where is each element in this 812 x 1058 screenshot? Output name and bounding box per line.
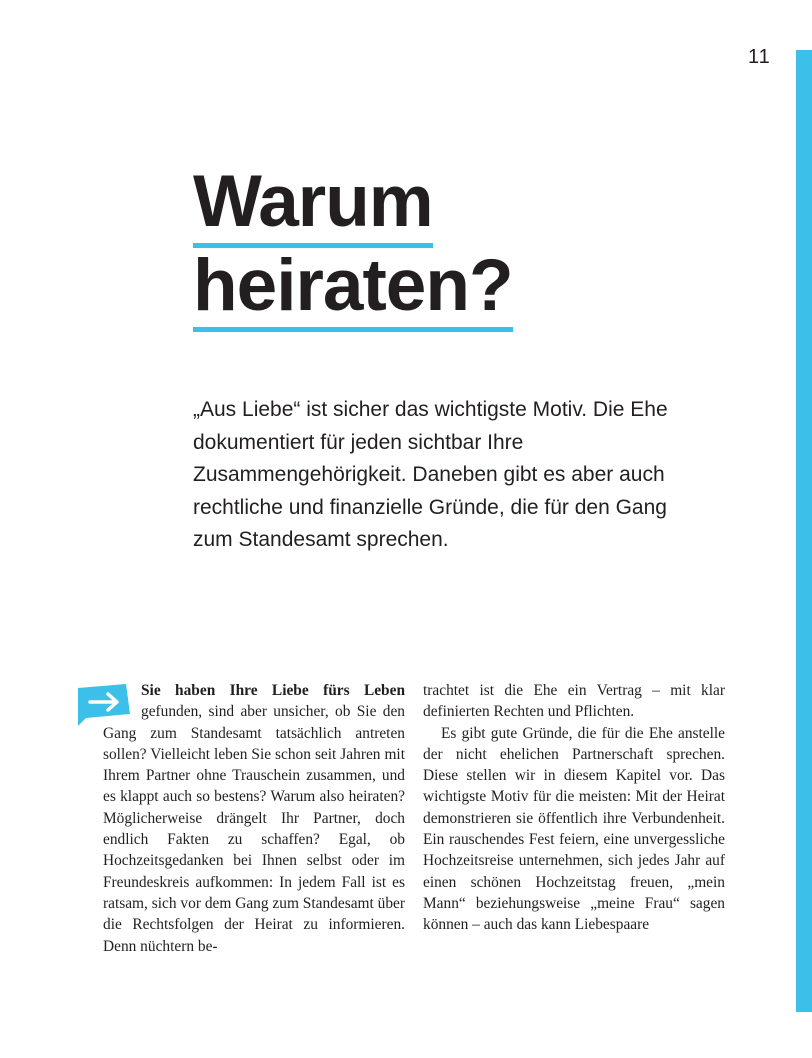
body-paragraph-left bbox=[103, 680, 405, 957]
body-column-left bbox=[103, 680, 405, 957]
page-title bbox=[193, 160, 513, 328]
title-underline-2 bbox=[193, 327, 513, 332]
title-line-1-text: Warum bbox=[193, 161, 433, 242]
title-line-1 bbox=[193, 160, 433, 244]
body-column-right bbox=[423, 680, 725, 936]
body-paragraph-right-1: trachtet ist die Ehe ein Vertrag – mit klar definierten Rechten und Pflichten. bbox=[423, 682, 725, 721]
icon-spacer bbox=[103, 680, 141, 722]
body-left-text: gefunden, sind aber unsicher, ob Sie den Gang zum Standesamt tatsächlich antreten sollen? Vielleicht leben Sie schon seit Jahren mit Ihrem Partner ohne Trauschein zusammen, und es klappt auch so bestens? Warum also heiraten? Möglicherweise drängelt Ihr Partner, doch endlich Fakten zu schaffen? Egal, ob Hochzeitsgedanken bei Ihnen selbst oder im Freundeskreis aufkommen: In jedem Fall ist es ratsam, sich vor dem Gang zum Standesamt über die Rechtsfolgen der Heirat zu informieren. Denn nüchtern be- bbox=[103, 703, 405, 955]
body-lead-in: Sie haben Ihre Liebe fürs Leben bbox=[141, 682, 405, 699]
body-paragraph-right-2: Es gibt gute Gründe, die für die Ehe anstelle der nicht ehelichen Partnerschaft sprechen. Diese stellen wir in diesem Kapitel vor. Das wichtigste Motiv für die meisten: Mit der Heirat demonstrieren sie öffentlich ihre Verbundenheit. Ein rauschendes Fest feiern, eine unvergessliche Hochzeitsreise unternehmen, sich jedes Jahr auf einen schönen Hochzeitstag freuen, „mein Mann“ beziehungsweise „meine Frau“ sagen können – auch das kann Liebespaare bbox=[423, 724, 725, 934]
title-line-2 bbox=[193, 244, 513, 328]
lead-paragraph: „Aus Liebe“ ist sicher das wichtigste Motiv. Die Ehe dokumentiert für jeden sichtbar Ihre Zusammengehörigkeit. Daneben gibt es aber auch rechtliche und finanzielle Gründe, die für den Gang zum Standesamt sprechen. bbox=[193, 398, 668, 551]
page-number: 11 bbox=[748, 46, 771, 68]
accent-side-bar bbox=[796, 50, 812, 1012]
title-line-2-text: heiraten? bbox=[193, 245, 513, 326]
